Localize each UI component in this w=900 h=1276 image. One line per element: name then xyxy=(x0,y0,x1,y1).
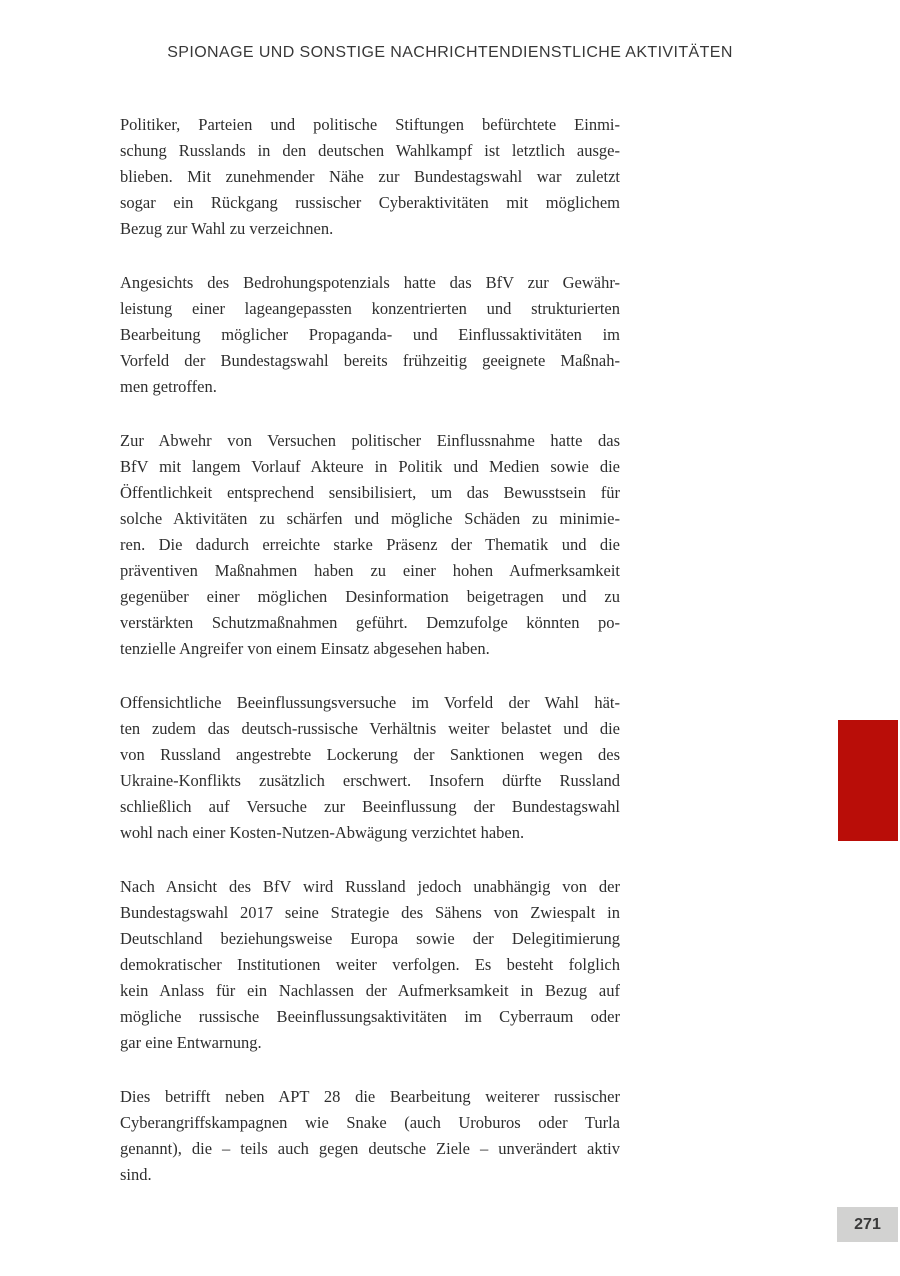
paragraph xyxy=(120,1084,620,1188)
text-line: Politiker, Parteien und politische Stiftungen befürchtete Einmi- xyxy=(120,115,620,134)
text-line: gegenüber einer möglichen Desinformation beigetragen und zu xyxy=(120,587,620,606)
text-line: Cyberangriffskampagnen wie Snake (auch Uroburos oder Turla xyxy=(120,1113,620,1132)
text-line: Bundestagswahl 2017 seine Strategie des Sähens von Zwiespalt in xyxy=(120,903,620,922)
text-line: präventiven Maßnahmen haben zu einer hohen Aufmerksamkeit xyxy=(120,561,620,580)
text-line: demokratischer Institutionen weiter verfolgen. Es besteht folglich xyxy=(120,955,620,974)
paragraph xyxy=(120,270,620,400)
text-line: BfV mit langem Vorlauf Akteure in Politik und Medien sowie die xyxy=(120,457,620,476)
text-line: verstärkten Schutzmaßnahmen geführt. Demzufolge könnten po- xyxy=(120,613,620,632)
text-line: tenzielle Angreifer von einem Einsatz abgesehen haben. xyxy=(120,639,490,658)
text-line: Bezug zur Wahl zu verzeichnen. xyxy=(120,219,334,238)
body-text xyxy=(120,112,620,1216)
chapter-header: SPIONAGE UND SONSTIGE NACHRICHTENDIENSTLICHE AKTIVITÄTEN xyxy=(167,44,733,61)
text-line: Deutschland beziehungsweise Europa sowie der Delegitimierung xyxy=(120,929,620,948)
text-line: schung Russlands in den deutschen Wahlkampf ist letztlich ausge- xyxy=(120,141,620,160)
text-line: Zur Abwehr von Versuchen politischer Einflussnahme hatte das xyxy=(120,431,620,450)
text-line: leistung einer lageangepassten konzentrierten und strukturierten xyxy=(120,299,620,318)
page-number-badge xyxy=(837,1207,898,1242)
text-line: von Russland angestrebte Lockerung der Sanktionen wegen des xyxy=(120,745,620,764)
text-line: men getroffen. xyxy=(120,377,217,396)
section-marker-bar xyxy=(838,720,898,841)
text-line: Vorfeld der Bundestagswahl bereits frühzeitig geeignete Maßnah- xyxy=(120,351,620,370)
text-line: sogar ein Rückgang russischer Cyberaktivitäten mit möglichem xyxy=(120,193,620,212)
text-line: mögliche russische Beeinflussungsaktivitäten im Cyberraum oder xyxy=(120,1007,620,1026)
paragraph xyxy=(120,428,620,662)
text-line: Bearbeitung möglicher Propaganda- und Einflussaktivitäten im xyxy=(120,325,620,344)
text-line: Offensichtliche Beeinflussungsversuche im Vorfeld der Wahl hät- xyxy=(120,693,620,712)
text-line: ren. Die dadurch erreichte starke Präsenz der Thematik und die xyxy=(120,535,620,554)
text-line: ten zudem das deutsch-russische Verhältnis weiter belastet und die xyxy=(120,719,620,738)
text-line: kein Anlass für ein Nachlassen der Aufmerksamkeit in Bezug auf xyxy=(120,981,620,1000)
text-line: genannt), die – teils auch gegen deutsche Ziele – unverändert aktiv xyxy=(120,1139,620,1158)
text-line: Angesichts des Bedrohungspotenzials hatte das BfV zur Gewähr- xyxy=(120,273,620,292)
page-number: 271 xyxy=(854,1215,881,1233)
text-line: wohl nach einer Kosten-Nutzen-Abwägung verzichtet haben. xyxy=(120,823,525,842)
text-line: Dies betrifft neben APT 28 die Bearbeitung weiterer russischer xyxy=(120,1087,620,1106)
text-line: blieben. Mit zunehmender Nähe zur Bundestagswahl war zuletzt xyxy=(120,167,620,186)
text-line: Ukraine-Konflikts zusätzlich erschwert. Insofern dürfte Russland xyxy=(120,771,620,790)
text-line: gar eine Entwarnung. xyxy=(120,1033,262,1052)
paragraph xyxy=(120,112,620,242)
text-line: schließlich auf Versuche zur Beeinflussung der Bundestagswahl xyxy=(120,797,620,816)
text-line: solche Aktivitäten zu schärfen und mögliche Schäden zu minimie- xyxy=(120,509,620,528)
paragraph xyxy=(120,690,620,846)
text-line: Nach Ansicht des BfV wird Russland jedoch unabhängig von der xyxy=(120,877,620,896)
text-line: sind. xyxy=(120,1165,152,1184)
paragraph xyxy=(120,874,620,1056)
text-line: Öffentlichkeit entsprechend sensibilisiert, um das Bewusstsein für xyxy=(120,483,620,502)
